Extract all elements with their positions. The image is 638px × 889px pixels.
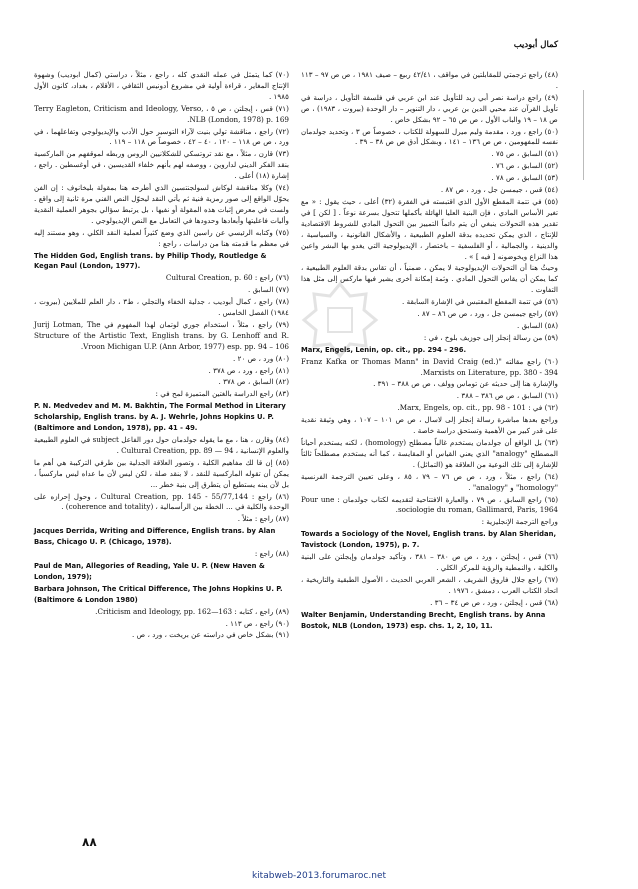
endnote: (٥٠) راجع ، ورد ، مقدمة وليم ميرل للسهولة للكتاب ، خصوصاً ص ٣ ، وتحديد جولدمان نفسه للمفهومين ، ص ص ١٣٦ – ١٤١ ، وبشكل أدق ص ص ٣٨ – ٣٩ . (301, 126, 558, 147)
endnote: (٧٨) راجع ، كمال أبوديب ، جدلية الخفاء والتجلي ، ط٣ ، دار العلم للملايين (بيروت ، ١٩٨٤) الفصل الخامس . (34, 297, 290, 318)
endnote: (٥٤) قس ، جيمسن جل ، ورد ، ص ٨٧ . (440, 185, 558, 195)
endnote: (٧١) قس ، إيجلتن ، ص ٥ ، Terry Eagleton, Criticism and Ideology, Verso, NLB (London, 1978) p. 169. (34, 103, 289, 124)
endnote: (٤٩) راجع دراسة نصر أبي زيد للتأويل عند ابن عربي في فلسفة التأويل ، دراسة في تأويل القرآن عند محيي الدين بن عربي ، دار التنوير – دار الوحدة (بيروت ، ١٩٨٣) ، ص ص ١٨ – ١٩ والباب الأول ، ص ص ٦٥ – ٩٢ بشكل خاص . (301, 92, 558, 124)
endnote: (٧٥) وكتابه الرئيسي عن راسين الذي وضع كثيراً لعملية النقد الكلي ، وهو مستند إليه في معظم ما قدمته هنا من دراسات ، راجع : (34, 227, 289, 248)
endnote: (٩٠) راجع ، ص ١١٣ . (225, 618, 289, 628)
endnote: (٨٧) راجع : مثلاً . (237, 514, 289, 524)
endnote: (٥٩) من رسالة إنجلز إلى جوزيف بلوخ ، في : (423, 332, 558, 342)
endnote: (٧٣) قارن ، مثلاً ، مع نقد تروتسكي للشكلانيين الروس وربطه لموقفهم من الماركسية بنقد الفكر الديني لداروين ، ووصفه لهم بأنهم خلفاء القديسين ، في أوغسطين . راجع ، إشارة (١٨) أعلى . (34, 149, 289, 181)
endnote: (٨٤) وقارن ، هنا ، مع ما يقوله جولدمان حول دور الفاعل subject في العلوم الطبيعية والعلوم الإنسانية ، Cultural Creation, pp. 89 — 94 . (34, 435, 289, 455)
endnote: The Hidden God, English trans. by Philip Thody, Routledge & Kegan Paul (London, 1977). (34, 251, 267, 271)
endnote: (٩١) بشكل خاص في دراسته عن بريخت ، ورد ، ص . (132, 630, 289, 640)
endnote: (٦٥) راجع السابق ، ص ٧٩ ، والعبارة الافتتاحية لتقديمه لكتاب جولدمان : Pour une sociologie du roman, Gallimard, Paris, 1964. (301, 494, 559, 515)
margin-scratch-line (583, 90, 584, 180)
endnote: (٦٣) بل الواقع أن جولدمان يستخدم غالباً مصطلح (homology) ، لكنه يستخدم أحياناً المصطلح "analogy" الذي يعني القياس أو المقايسة ، كما أنه يستخدم مصطلحاً ثالثاً للإشارة إلى تلك النوعية من العلاقة هو (التماثل) . (301, 438, 558, 469)
endnote: (٨١) راجع ، ورد ، ص ٣٧٨ . (208, 365, 289, 375)
endnote: Barbara Johnson, The Critical Difference, The Johns Hopkins U. P. (Baltimore & London 1980) (34, 584, 283, 604)
endnote: (٥٧) راجع جيمسن جل ، ورد ، ص ص ٨٦ – ٨٧ . (417, 309, 558, 319)
endnote: (٧٤) وكلا مناقشة لوكاش لسولجنتسين الذي أطرحه هنا بمقولة بليخانوف : إن الفن يحوّل الواقع إلى صور رمزية فنية ثم يأتي النقد ليحوّل النص الفني مرة ثانية إلى واقع . ولست في معرض إثبات هذه المقولة أو نفيها ، بل يرتبط سؤالي بجوهر العملية النقدية وأليات فاعليتها وأبعادها وحدودها في التعامل مع النص الإيديولوجي . (34, 183, 289, 225)
endnote: (٦٠) راجع مقالته "Franz Kafka or Thomas Mann" in David Craig (ed.) Marxists on Literature, pp. 380 - 394. (301, 356, 559, 377)
endnote: Walter Benjamin, Understanding Brecht, English trans. by Anna Bostok, NLB (London, 1973) esp. chs. 1, 2, 10, 11. (301, 610, 546, 630)
endnote: (٧٩) راجع ، مثلاً ، استخدام جوري لوتمان لهذا المفهوم في Jurij Lotman, The Structure of the Artistic Text, English trans. by G. Lenhoff and R. Vroon Michigan U.P. (Ann Arbor, 1977) esp. pp. 94 – 106. (34, 319, 289, 351)
endnote: (٧٧) السابق . (248, 285, 289, 295)
endnote: وراجع بعدها مباشرة رسالة إنجلز إلى لاسال ، ص ص ١٠١ – ١٠٧ ، وهي وثيقة نقدية على قدر كبير من الأهمية وتستحق دراسة خاصة . (301, 415, 558, 436)
endnote: (٤٨) راجع ترجمتي للمقابلتين في مواقف ، ٤٢/٤١ ربيع – صيف ١٩٨١ ، ص ص ٩٧ – ١١٣ . (301, 70, 558, 90)
endnote: (٨٥) إن قا لك مفاهيم الكلية ، وتصور العلاقة الجدلية بين طرفي التركيبة هي أهم ما يمكن أن تقوله الماركسية للنقد ، لا بنقد صلة ، لكن ليس لأن ما عداه ليس ماركسياً ، بل لأن يبنه يستطيع أن يتطرق إلى بنية خطر ... (34, 457, 289, 489)
endnote: Marx, Engels, Lenin, op. cit., pp. 294 - 296. (301, 345, 467, 354)
endnote: (٥٥) في تتمة المقطع الأول الذي اقتبسته في الفقرة (٣٢) أعلى ، حيث يقول : « مع تغير الأساس المادي ، فإن البنية العليا الهائلة بأكملها تتحول بسرعة نوعاً . [ لكن ] في تقدير هذه التحولات ينبغي أن يتم دائماً التمييز بين التحول المادي للشروط الاقتصادية للإنتاج ، الذي يمكن تحديده بدقة العلوم الطبيعية ، والأشكال القانونية ، والسياسية ، والدينية ، والجمالية ، أو الفلسفية – باختصار ، الإيديولوجية التي يغدو بها البشر واعين هذا النزاع ويخوضونه [ فيه ] » . (301, 196, 559, 261)
endnote: (٦٦) قس ، إيجلتن ، ورد ، ص ص ٣٨٠ – ٣٨١ ، وتأكيد جولدمان وإيجلتن على البنية والكلية ، والنمطية والرؤية للمركز الكلي . (301, 552, 558, 572)
endnote: (٨٨) راجع : (254, 549, 289, 559)
endnote: (٥٦) في تتمة المقطع المقتبس في الإشارة السابقة . (402, 297, 558, 307)
endnote: (٨٩) راجع ، كتابه : Criticism and Ideology, pp. 162—163. (95, 606, 289, 616)
endnote: Towards a Sociology of the Novel, English trans. by Alan Sheridan, Tavistock (London, 1975), p. 7. (301, 530, 557, 550)
endnote: (٨٦) راجع : Cultural Creation, pp. 145 - 55/77,144 ، وحول إحرازه على الوحدة والكلية في ... الخطة بين الرأسمالية ، (coherence and totality) . (34, 491, 289, 512)
endnote: (٦٧) راجع جلال فاروق الشريف ، الشعر العربي الحديث ، الأصول الطبقية والتاريخية ، اتحاد الكتاب العرب ، دمشق ، ١٩٧٦ . (301, 574, 558, 595)
endnote: (٨٢) السابق ، ص ٣٧٨ . (218, 377, 289, 387)
endnote: (٦٨) قس ، إيجلتن ، ورد ، ص ص ٣٤ – ٣٦ . (430, 597, 558, 607)
endnote: (٧٦) راجع : Cultural Creation, p. 60 (165, 273, 289, 283)
endnote: (٦١) السابق ، ص ص ٣٨٦ – ٣٨٨ . (456, 391, 558, 401)
endnote: Paul de Man, Allegories of Reading, Yale U. P. (New Haven & London, 1979); (34, 561, 265, 581)
endnote: (٥٣) السابق ، ص ٧٨ . (491, 173, 558, 183)
source-watermark-text: kitabweb-2013.forumaroc.net (251, 871, 387, 881)
endnote: والإشارة هنا إلى حديثه عن توماس وولف ، ص ص ٣٨٨ – ٣٩١ . (373, 379, 558, 389)
endnote: (٥٨) السابق . (517, 320, 558, 330)
endnote: (٧٢) راجع ، مناقشة تولي بنيت لآراء التوسير حول الأدب والإيديولوجي وتفاعلهما ، في ورد ، ص ص ١١٨ – ١٢٠ ، ٤٠ – ٤٢ ، خصوصاً ص ١١٨ – ١١٩ . (34, 126, 289, 147)
endnote: (٦٤) راجع ، مثلاً ، ورد ، ص ص ٧٦ – ٧٩ ، ٨٥ ، وعلى تعيين الترجمة الفرنسية "homology" و "analogy" . (301, 471, 558, 492)
endnote: (٨٠) ورد ، ص ٢٠ . (233, 353, 289, 363)
endnote: وحيثُ هنا أن التحولات الإيديولوجية لا يمكن ، ضمنياً ، أن تقاس بدقة العلوم الطبيعية ، كما يمكن أن يقاس التحول المادي . وثمة إمكانة أخرى يشير فيها ماركس إلى مثل هذا التفاوت . (301, 263, 558, 295)
endnote: (٦٢) في : Marx, Engels, op. cit., pp. 98 - 101. (397, 403, 558, 413)
endnote: (٨٣) راجع الدراسة بالغتين المتميزة لمح في : (155, 389, 289, 399)
endnote: وراجع الترجمة الإنجليزية : (481, 517, 558, 527)
endnote: (٧٠) كما يتمثل في عمله النقدي كله ، راجع ، مثلاً ، دراستي (كمال ابوديب) وشهوة الإنتاج المغاير ، قراءة أولية في مشروع أدونيس الثقافي ، الأقلام ، بغداد، كانون الأول ١٩٨٥ . (34, 70, 289, 101)
endnote: P. N. Medvedev and M. M. Bakhtin, The Formal Method in Literary Scholarship, English trans. by A. J. Wehrle, Johns Hopkins U. P. (Baltimore and London, 1978), pp. 41 - 49. (34, 402, 286, 433)
page-number: ٨٨ (82, 835, 97, 849)
notes-column-right (301, 70, 558, 632)
endnote: (٥٢) السابق ، ص ٧٦ . (491, 161, 558, 171)
endnote: (٥١) السابق ، ص ٧٥ . (491, 149, 558, 159)
running-header: كمال أبوديب (513, 40, 558, 50)
endnote: Jacques Derrida, Writing and Difference, English trans. by Alan Bass, Chicago U. P. (Chicago, 1978). (34, 527, 276, 547)
notes-column-left (34, 70, 289, 642)
